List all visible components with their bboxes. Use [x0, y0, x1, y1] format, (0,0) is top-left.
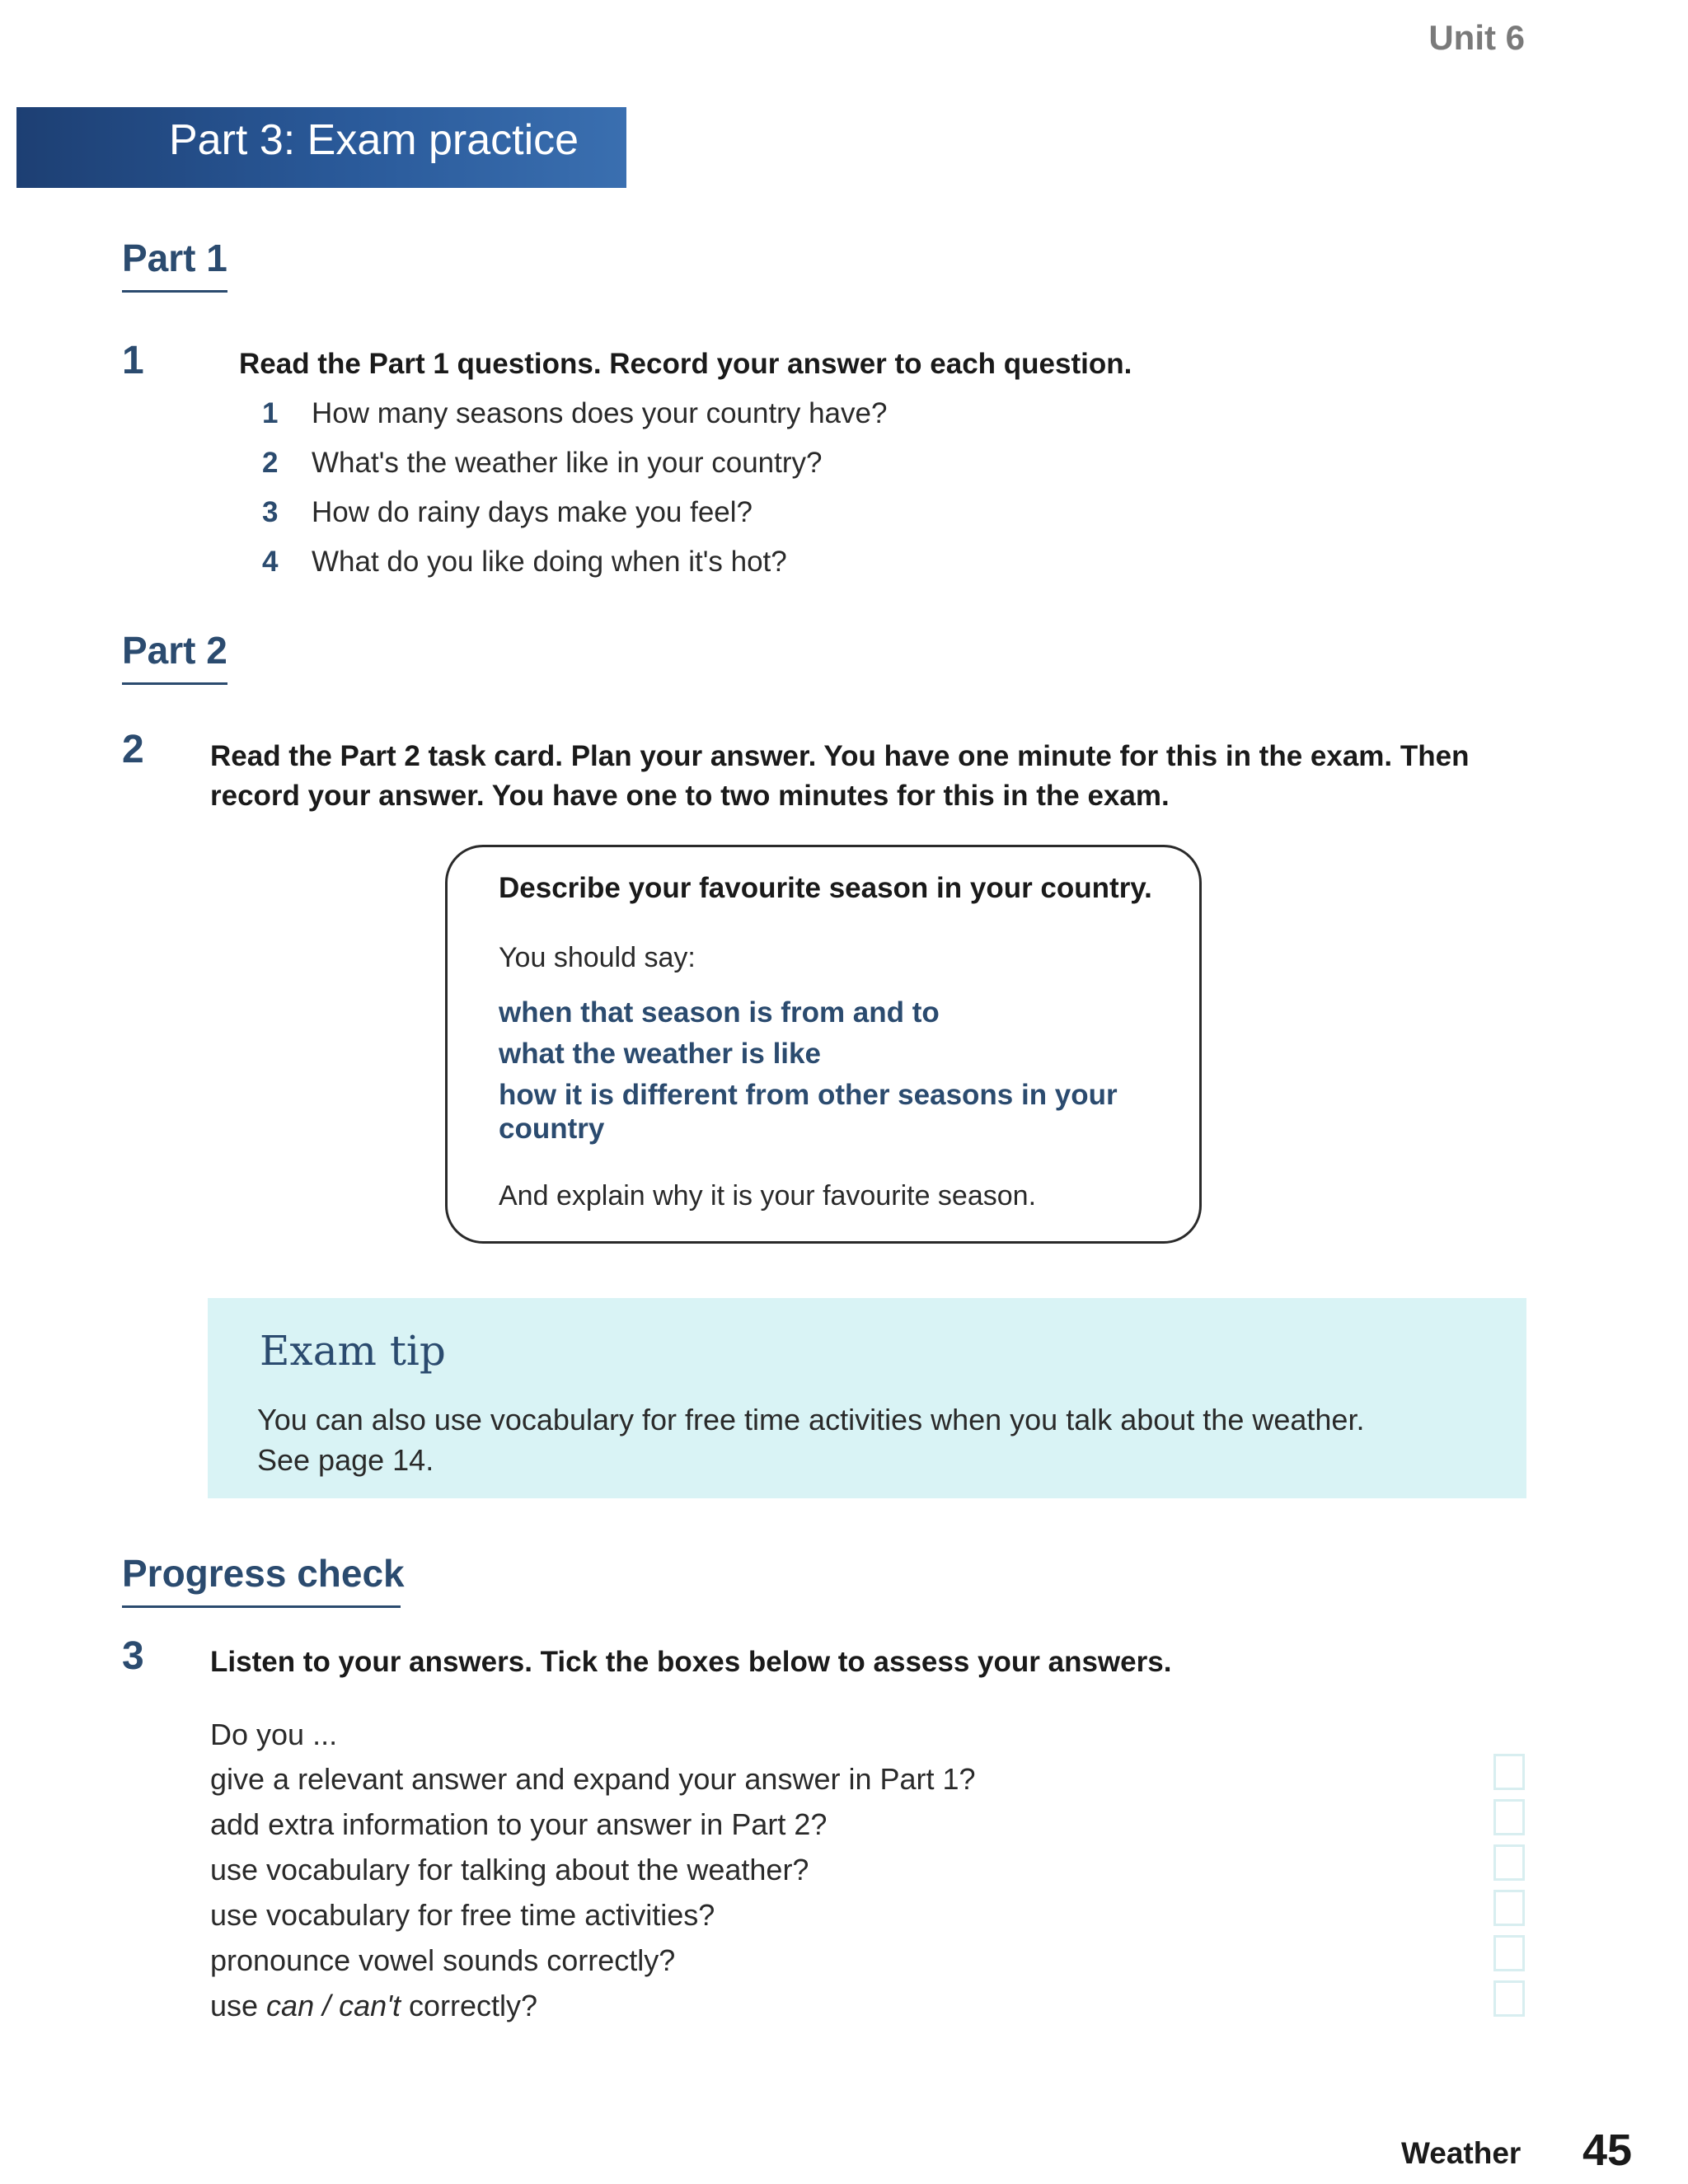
- tick-checkbox[interactable]: [1493, 1799, 1525, 1835]
- progress-check-item: add extra information to your answer in Part 2?: [210, 1807, 828, 1841]
- question-row: [262, 546, 787, 579]
- item-prefix: use: [210, 1989, 267, 2022]
- task-card-point: how it is different from other seasons in your: [499, 1079, 1118, 1111]
- progress-check-item: pronounce vowel sounds correctly?: [210, 1943, 676, 1977]
- question-row: [262, 447, 822, 480]
- exercise-2-instruction-line2: record your answer. You have one to two minutes for this in the exam.: [210, 780, 1170, 812]
- unit-label: Unit 6: [1428, 18, 1525, 57]
- banner-title: Part 3: Exam practice: [169, 116, 579, 164]
- task-card-point: country: [499, 1113, 605, 1145]
- footer-section-name: Weather: [1401, 2136, 1522, 2170]
- task-card-point: what the weather is like: [499, 1038, 821, 1070]
- exercise-number-2: 2: [122, 728, 144, 771]
- exercise-number-3: 3: [122, 1634, 144, 1678]
- progress-check-item: give a relevant answer and expand your answer in Part 1?: [210, 1762, 976, 1796]
- part2-heading: Part 2: [122, 629, 227, 672]
- tick-checkbox[interactable]: [1493, 1844, 1525, 1881]
- question-number: 4: [262, 546, 279, 578]
- item-italic: can / can't: [266, 1989, 401, 2022]
- tick-checkbox[interactable]: [1493, 1890, 1525, 1926]
- part1-heading: Part 1: [122, 237, 227, 279]
- exercise-1-instruction: Read the Part 1 questions. Record your answer to each question.: [239, 348, 1132, 380]
- exercise-3-instruction: Listen to your answers. Tick the boxes below to assess your answers.: [210, 1646, 1172, 1678]
- question-text: What do you like doing when it's hot?: [312, 546, 787, 578]
- part2-heading-rule: [122, 682, 227, 685]
- progress-check-heading: Progress check: [122, 1552, 405, 1595]
- task-card-closing: And explain why it is your favourite season.: [499, 1180, 1037, 1212]
- item-suffix: correctly?: [401, 1989, 538, 2022]
- question-number: 2: [262, 447, 279, 479]
- tick-checkbox[interactable]: [1493, 1980, 1525, 2017]
- task-card-point: when that season is from and to: [499, 996, 940, 1029]
- tick-checkbox[interactable]: [1493, 1935, 1525, 1971]
- question-number: 1: [262, 397, 279, 429]
- exam-tip-text-line2: See page 14.: [257, 1443, 434, 1477]
- exam-tip-title: Exam tip: [260, 1327, 446, 1375]
- question-text: How do rainy days make you feel?: [312, 496, 753, 528]
- exercise-number-1: 1: [122, 339, 144, 382]
- task-card-heading: Describe your favourite season in your country.: [499, 872, 1152, 904]
- question-text: What's the weather like in your country?: [312, 447, 823, 479]
- question-row: [262, 397, 887, 430]
- exercise-2-instruction-line1: Read the Part 2 task card. Plan your answer. You have one minute for this in the exam. Then: [210, 740, 1470, 772]
- progress-check-item: [210, 1989, 537, 2023]
- progress-check-heading-rule: [122, 1605, 401, 1608]
- progress-check-item: use vocabulary for free time activities?: [210, 1898, 715, 1932]
- progress-check-intro: Do you ...: [210, 1718, 338, 1751]
- progress-check-item: use vocabulary for talking about the weather?: [210, 1853, 809, 1886]
- question-text: How many seasons does your country have?: [312, 397, 888, 429]
- page-number: 45: [1582, 2125, 1633, 2175]
- tick-checkbox[interactable]: [1493, 1754, 1525, 1790]
- question-number: 3: [262, 496, 279, 528]
- task-card-prompt: You should say:: [499, 942, 696, 973]
- part1-heading-rule: [122, 290, 227, 293]
- exam-tip-text-line1: You can also use vocabulary for free time activities when you talk about the weather.: [257, 1403, 1365, 1436]
- question-row: [262, 496, 753, 529]
